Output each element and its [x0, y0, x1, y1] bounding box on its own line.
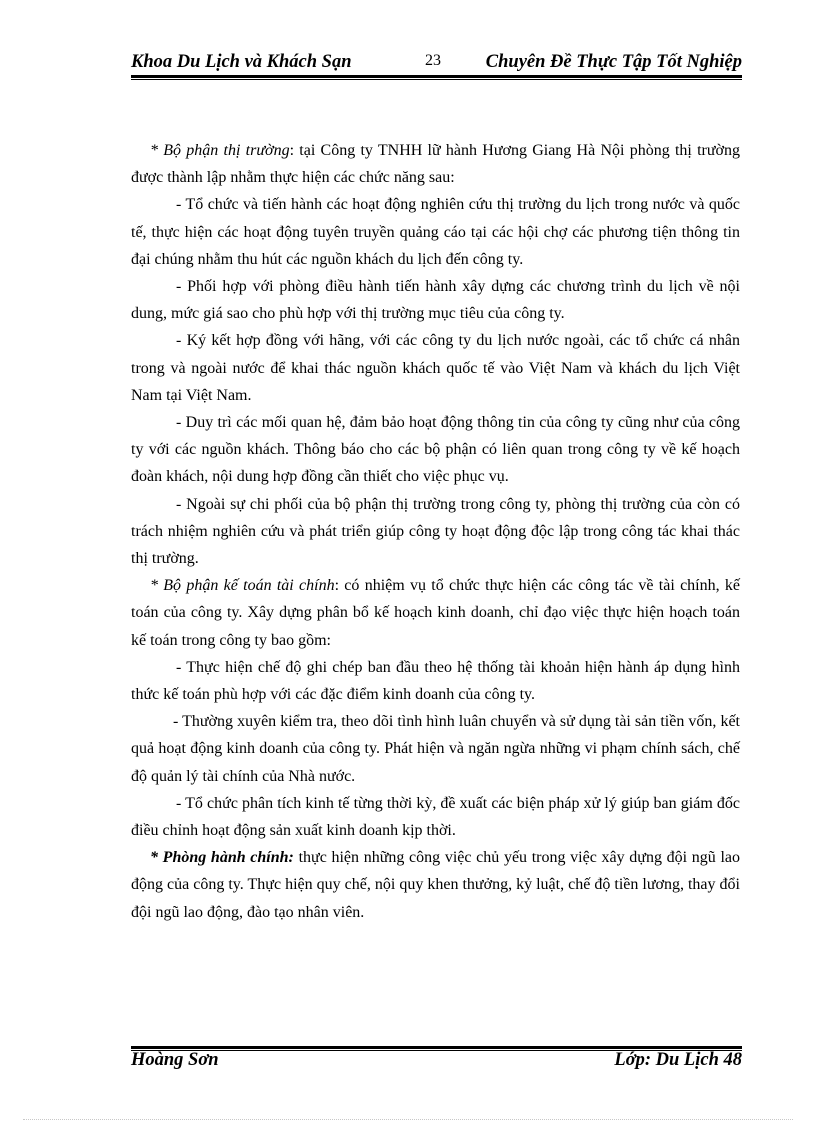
header-faculty: Khoa Du Lịch và Khách Sạn — [131, 52, 352, 72]
market-section-paragraph — [131, 137, 740, 191]
admin-section-label: * Phòng hành chính: — [150, 849, 294, 867]
header-rule — [131, 75, 742, 80]
header-report-title: Chuyên Đề Thực Tập Tốt Nghiệp — [485, 52, 742, 72]
admin-section-text: thực hiện những công việc chủ yếu trong việc xây dựng đội ngũ lao động của công ty. Thực hiện quy chế, nội quy khen thưởng, kỷ luật, chế độ tiền lương, thay đổi đội ngũ lao động, đào tạo nhân viên. — [131, 849, 741, 921]
admin-section-paragraph — [131, 844, 740, 926]
market-item-5: - Ngoài sự chi phối của bộ phận thị trường trong công ty, phòng thị trường của còn có trách nhiệm nghiên cứu và phát triển giúp công ty hoạt động độc lập trong công tác khai thác thị trường. — [131, 495, 740, 568]
footer-author: Hoàng Sơn — [131, 1050, 219, 1070]
market-section-label: * Bộ phận thị trường — [150, 142, 290, 159]
finance-section-label: * Bộ phận kế toán tài chính — [150, 577, 335, 595]
market-item-1: - Tổ chức và tiến hành các hoạt động nghiên cứu thị trường du lịch trong nước và quốc tế, thực hiện các hoạt động tuyên truyền quảng cáo tại các hội chợ các phương tiện thông tin đại chúng nhằm thu hút các nguồn khách du lịch đến công ty. — [131, 196, 740, 268]
page-edge-divider — [23, 1119, 793, 1120]
footer-class: Lớp: Du Lịch 48 — [614, 1050, 742, 1070]
finance-item-3: - Tổ chức phân tích kinh tế từng thời kỳ, đề xuất các biện pháp xử lý giúp ban giám đốc điều chỉnh hoạt động sản xuất kinh doanh kịp thời. — [131, 794, 740, 840]
market-item-4: - Duy trì các mối quan hệ, đảm bảo hoạt động thông tin của công ty cũng như của công ty với các nguồn khách. Thông báo cho các bộ phận có liên quan trong công ty về kế hoạch đoàn khách, nội dung hợp đồng cần thiết cho việc phục vụ. — [131, 414, 740, 486]
market-item-2: - Phối hợp với phòng điều hành tiến hành xây dựng các chương trình du lịch về nội dung, mức giá sao cho phù hợp với thị trường mục tiêu của công ty. — [131, 278, 740, 323]
page-header — [131, 50, 742, 76]
market-item-3: - Ký kết hợp đồng với hãng, với các công ty du lịch nước ngoài, các tổ chức cá nhân trong và ngoài nước để khai thác nguồn khách quốc tế vào Việt Nam và khách du lịch Việt Nam tại Việt Nam. — [131, 332, 740, 404]
finance-section-intro: : có nhiệm vụ tổ chức thực hiện các công tác về tài chính, kế toán của công ty. Xây dựng phân bổ kế hoạch kinh doanh, chỉ đạo việc thực hiện hoạch toán kế toán trong công ty bao gồm: — [131, 577, 741, 649]
page-body — [131, 137, 740, 926]
market-section-intro: : tại Công ty TNHH lữ hành Hương Giang Hà Nội phòng thị trường được thành lập nhằm thực hiện các chức năng sau: — [131, 142, 740, 187]
finance-item-1: - Thực hiện chế độ ghi chép ban đầu theo hệ thống tài khoản hiện hành áp dụng hình thức kế toán phù hợp với các đặc điểm kinh doanh của công ty. — [131, 658, 740, 704]
page-footer — [131, 1050, 742, 1076]
finance-item-2: - Thường xuyên kiểm tra, theo dõi tình hình luân chuyển và sử dụng tài sản tiền vốn, kết quả hoạt động kinh doanh của công ty. Phát hiện và ngăn ngừa những vi phạm chính sách, chế độ quản lý tài chính của Nhà nước. — [131, 713, 740, 785]
finance-section-paragraph — [131, 572, 740, 654]
page-number: 23 — [425, 52, 441, 69]
